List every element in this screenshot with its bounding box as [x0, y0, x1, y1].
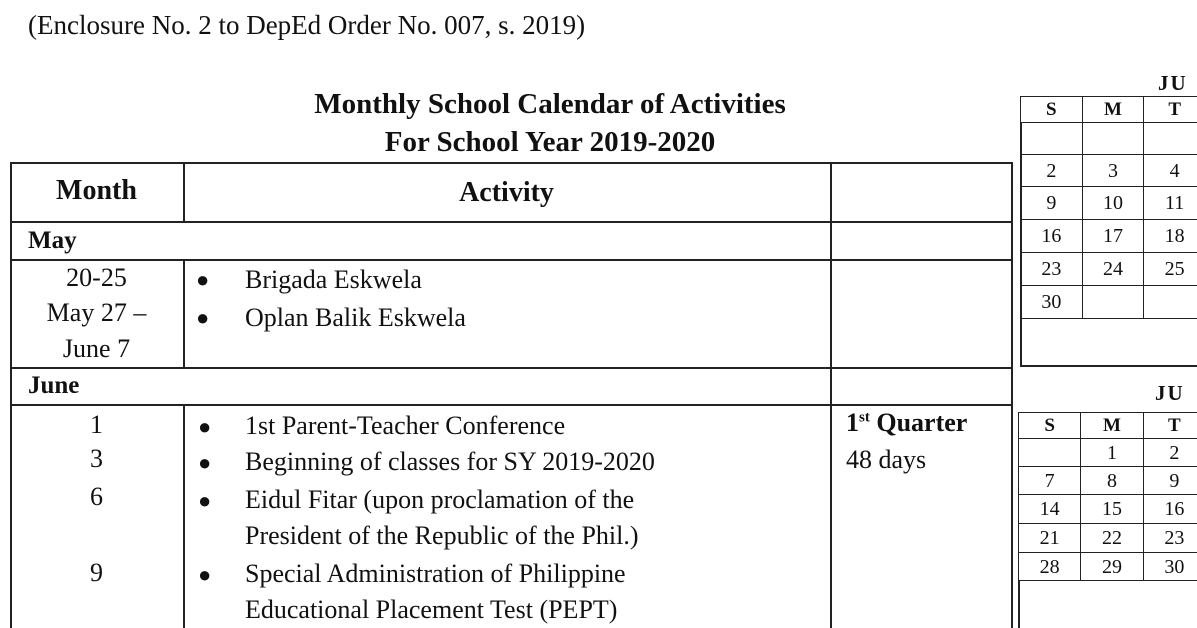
quarter-days: 48 days — [846, 445, 927, 474]
date-cell: 4 — [1144, 155, 1197, 187]
date-cell: 25 — [1144, 253, 1197, 286]
date-cell: 9 — [1143, 467, 1197, 495]
quarter-word: Quarter — [869, 408, 968, 437]
date-cell: 16 — [1143, 495, 1197, 524]
date-cell: 30 — [1143, 553, 1197, 581]
quarter-suffix: st — [859, 409, 870, 426]
activity-item: Brigada Eskwela — [245, 265, 422, 294]
date-cell: 1 — [90, 410, 103, 439]
date-cell: 22 — [1081, 524, 1143, 553]
date-cell — [1082, 286, 1144, 319]
date-cell: 2 — [1143, 439, 1197, 467]
day-header: T — [1143, 413, 1197, 439]
month-may: May — [28, 227, 77, 254]
date-cell: 3 — [90, 444, 103, 473]
date-cell: June 7 — [62, 334, 131, 363]
date-cell: 11 — [1144, 187, 1197, 220]
bullet-icon: ● — [198, 562, 212, 587]
activity-item: Beginning of classes for SY 2019-2020 — [245, 447, 655, 476]
date-cell: 17 — [1082, 220, 1144, 253]
date-cell: 28 — [1019, 553, 1081, 581]
calendar-title: JU — [1155, 381, 1185, 405]
date-cell: May 27 – — [46, 298, 147, 327]
mini-calendar — [1020, 96, 1197, 319]
day-header: S — [1019, 413, 1081, 439]
date-cell: 30 — [1021, 286, 1083, 319]
date-cell: 3 — [1082, 155, 1144, 187]
date-cell: 6 — [90, 482, 103, 511]
page-subtitle: For School Year 2019-2020 — [384, 126, 716, 158]
quarter-label — [846, 408, 967, 438]
date-cell: 20-25 — [66, 263, 127, 292]
date-cell: 23 — [1143, 524, 1197, 553]
calendar-title: JU — [1158, 71, 1188, 95]
date-cell: 9 — [1021, 187, 1083, 220]
header-month: Month — [56, 175, 137, 206]
activity-item: Special Administration of Philippine — [245, 559, 626, 588]
date-cell — [1082, 123, 1144, 155]
date-cell — [1144, 123, 1197, 155]
bullet-icon: ● — [198, 414, 212, 439]
date-cell: 18 — [1144, 220, 1197, 253]
mini-calendar — [1018, 412, 1197, 581]
date-cell — [1021, 123, 1083, 155]
date-cell: 7 — [1019, 467, 1081, 495]
date-cell: 23 — [1021, 253, 1083, 286]
date-cell: 15 — [1081, 495, 1143, 524]
month-june: June — [28, 372, 80, 399]
bullet-icon: ● — [198, 488, 212, 513]
enclosure-note: (Enclosure No. 2 to DepEd Order No. 007, s. 2019) — [28, 10, 586, 40]
date-cell: 10 — [1082, 187, 1144, 220]
bullet-icon: ● — [198, 450, 212, 475]
activity-item: 1st Parent-Teacher Conference — [245, 411, 566, 440]
quarter-number: 1 — [846, 408, 859, 437]
page-title: Monthly School Calendar of Activities — [314, 88, 786, 120]
day-header: M — [1081, 413, 1143, 439]
bullet-icon: ● — [196, 267, 210, 292]
date-cell: 16 — [1021, 220, 1083, 253]
date-cell: 21 — [1019, 524, 1081, 553]
day-header: S — [1021, 97, 1083, 123]
bullet-icon: ● — [196, 305, 210, 330]
header-activity: Activity — [459, 177, 554, 208]
date-cell: 8 — [1081, 467, 1143, 495]
activity-item-continued: Educational Placement Test (PEPT) — [245, 595, 618, 624]
day-header: M — [1082, 97, 1144, 123]
day-header: T — [1144, 97, 1197, 123]
date-cell — [1144, 286, 1197, 319]
date-cell: 2 — [1021, 155, 1083, 187]
activity-item: Eidul Fitar (upon proclamation of the — [245, 485, 635, 514]
date-cell: 29 — [1081, 553, 1143, 581]
activity-item: Oplan Balik Eskwela — [245, 303, 466, 332]
date-cell — [1019, 439, 1081, 467]
date-cell: 9 — [90, 558, 103, 587]
activity-item-continued: President of the Republic of the Phil.) — [245, 521, 639, 550]
date-cell: 14 — [1019, 495, 1081, 524]
date-cell: 1 — [1081, 439, 1143, 467]
date-cell: 24 — [1082, 253, 1144, 286]
